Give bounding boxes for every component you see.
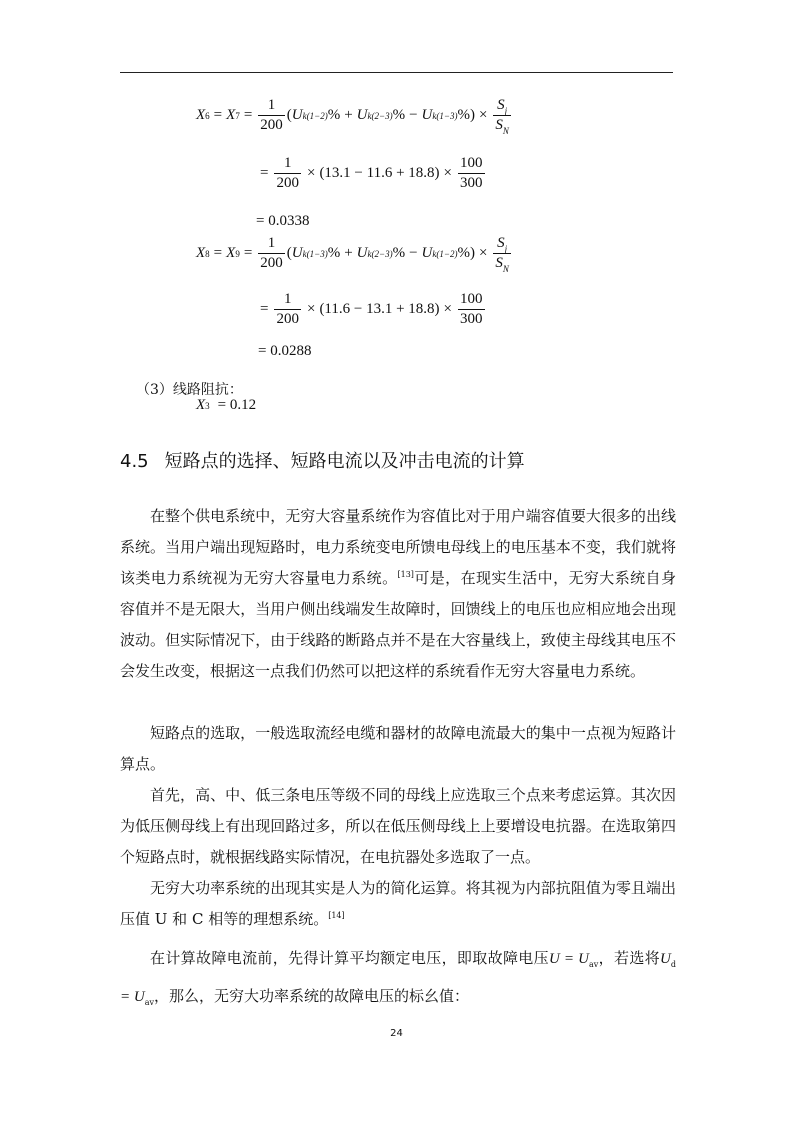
paragraph-4: 无穷大功率系统的出现其实是人为的简化运算。将其视为内部抗阻值为零且端出压值 U 和 C 相等的理想系统。[14] [120,879,676,928]
fraction-sj-sn: $\frac{S_j}{S_N}$ [495,97,509,136]
formula-x8-x9: X 8 = X 9 = $\frac{1}{200}$ ( U k(1−3) % + U k(2−3) % − U k(1−2) % ) × $\frac{S_j}{S_N}$ [196,235,509,274]
section-number: 4.5 [120,451,149,472]
paragraph-5: 在计算故障电流前，先得计算平均额定电压，即取故障电压$U = U_{av}$，若选将$U_d = U_{av}$，那么，无穷大功率系统的故障电压的标幺值： [120,949,676,1007]
line-impedance-label: （3）线路阻抗： [136,382,243,398]
var-x6: X [196,107,206,123]
paragraph-3: 首先，高、中、低三条电压等级不同的母线上应选取三个点来考虑运算。其次因为低压侧母线上有出现回路过多，所以在低压侧母线上上要增设电抗器。在选取第四个短路点时，就根据线路实际情况，在电抗器处多选取了一点。 [120,786,676,866]
citation-13: [13] [397,570,414,579]
fraction-1-200: $\frac{1}{200}$ [260,97,283,133]
section-heading [120,447,525,473]
paragraph-2: 短路点的选取，一般选取流经电缆和器材的故障电流最大的集中一点视为短路计算点。 [120,724,676,773]
citation-14: [14] [328,911,345,920]
var-x9: X [226,245,236,261]
formula-x89-calc: = $\frac{1}{200}$ × (11.6 − 13.1 + 18.8) × $\frac{100}{300}$ [260,291,483,327]
formula-x89-result: = 0.0288 [258,343,312,359]
var-x7: X [226,107,236,123]
formula-x67-result: = 0.0338 [256,213,310,229]
page-number: 24 [390,1028,403,1039]
formula-x67-calc: = $\frac{1}{200}$ × (13.1 − 11.6 + 18.8) × $\frac{100}{300}$ [260,155,483,191]
formula-x3: X 3 = 0.12 [196,397,257,413]
paragraph-1: 在整个供电系统中，无穷大容量系统作为容值比对于用户端容值要大很多的出线系统。当用户端出现短路时，电力系统变电所馈电母线上的电压基本不变，我们就将该类电力系统视为无穷大容量电力系统。[13]可是，在现实生活中，无穷大系统自身容值并不是无限大，当用户侧出线端发生故障时，回馈线上的电压也应相应地会出现波动。但实际情况下，由于线路的断路点并不是在大容量线上，致使主母线其电压不会发生改变，根据这一点我们仍然可以把这样的系统看作无穷大容量电力系统。 [120,507,676,680]
formula-x6-x7: X 6 = X 7 = $\frac{1}{200}$ ( U k(1−2) % + U k(2−3) % − U k(1−3) % ) × $\frac{S_j}{S_N}$ [196,97,509,136]
var-x8: X [196,245,206,261]
section-title: 短路点的选择、短路电流以及冲击电流的计算 [164,451,525,472]
header-rule [120,72,673,73]
